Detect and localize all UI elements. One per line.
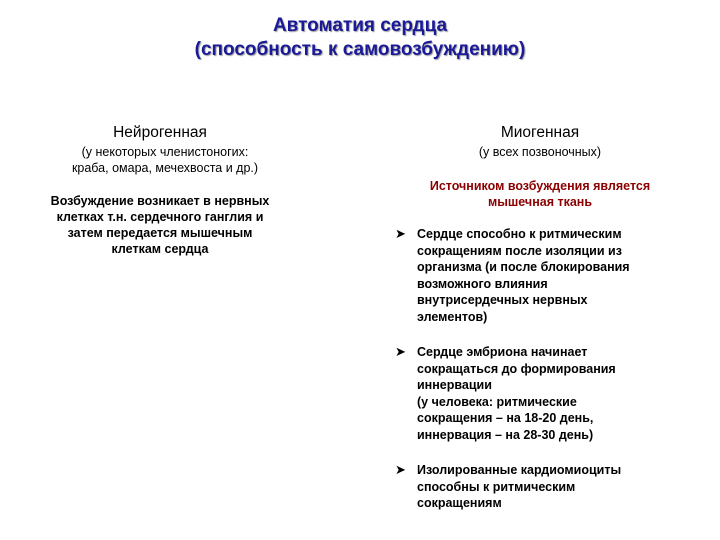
excitation-source [390,178,690,210]
neurogenic-description-line: клеткам сердца [111,242,209,256]
neurogenic-note [20,145,310,176]
neurogenic-note-line-1: (у некоторых членистоногих: [81,145,249,159]
neurogenic-description-line: затем передается мышечным [67,226,253,240]
neurogenic-description-line: клетках т.н. сердечного ганглия и [56,210,264,224]
bullet-text: Сердце эмбриона начинает сокращаться до формирования иннервации (у человека: ритмические сокращения – на 18-20 день, иннервация – на 28-30 день) [417,345,616,442]
neurogenic-description [10,193,310,257]
title-line-2: (способность к самовозбуждению) [194,39,526,60]
excitation-source-line-2: мышечная ткань [487,195,593,209]
bullet-text: Сердце способно к ритмическим сокращениям после изоляции из организма (и после блокирования возможного влияния внутрисердечных нервных элементов) [417,227,630,324]
neurogenic-heading: Нейрогенная [113,124,207,141]
myogenic-note: (у всех позвоночных) [478,145,602,159]
arrow-bullet-icon: ➤ [395,344,406,359]
bullet-text: Изолированные кардиомиоциты способны к ритмическим сокращениям [417,463,622,510]
arrow-bullet-icon: ➤ [395,226,406,241]
excitation-source-line-1: Источником возбуждения является [429,179,651,193]
neurogenic-note-line-2: краба, омара, мечехвоста и др.) [71,160,259,175]
neurogenic-description-line: Возбуждение возникает в нервных [50,194,270,208]
slide-title [0,14,720,62]
myogenic-heading: Миогенная [500,124,580,141]
arrow-bullet-icon: ➤ [395,462,406,477]
title-line-1: Автоматия сердца [272,15,448,36]
